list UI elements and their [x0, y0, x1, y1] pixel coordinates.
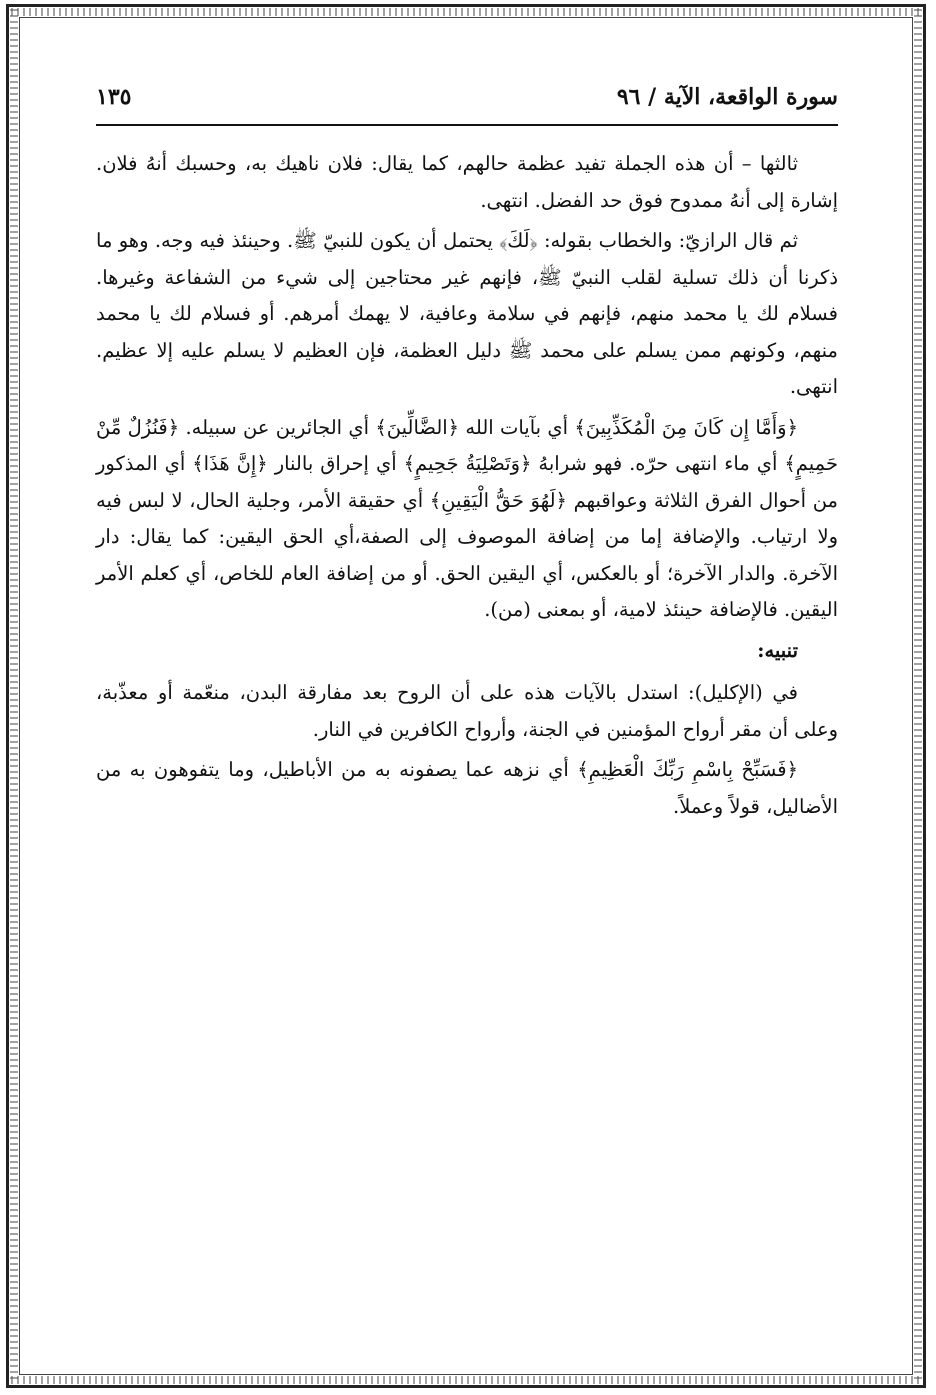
border-ornament-right — [914, 9, 922, 1383]
paragraph: في (الإكليل): استدل بالآيات هذه على أن الروح بعد مفارقة البدن، منعّمة أو معذّبة، وعلى أن مقر أرواح المؤمنين في الجنة، وأرواح الكافرين في النار. — [96, 681, 838, 741]
border-ornament-left — [10, 9, 18, 1383]
running-header — [96, 80, 838, 124]
paragraph: ثالثها – أن هذه الجملة تفيد عظمة حالهم، كما يقال: فلان ناهيك به، وحسبك أنهُ فلان. إشارة إلى أنهُ ممدوح فوق حد الفضل. انتهى. — [96, 152, 838, 212]
page-number: ١٣٥ — [96, 84, 132, 110]
border-ornament-top — [11, 8, 921, 16]
section-heading: تنبيه: — [757, 638, 798, 662]
paragraph: ﴿فَسَبِّحْ بِاسْمِ رَبِّكَ الْعَظِيمِ﴾ أي نزهه عما يصفونه به من الأباطيل، وما يتفوهون به من الأضاليل، قولاً وعملاً. — [96, 758, 838, 818]
border-ornament-bottom — [11, 1376, 921, 1384]
running-title: سورة الواقعة، الآية / ٩٦ — [616, 84, 838, 110]
header-rule — [96, 124, 838, 126]
page-body — [96, 146, 838, 829]
paragraph: ثم قال الرازيّ: والخطاب بقوله: ﴿لَكَ﴾ يحتمل أن يكون للنبيّ ﷺ. وحينئذ فيه وجه. وهو ما ذكرنا أن ذلك تسلية لقلب النبيّ ﷺ، فإنهم غير محتاجين إلى شيء من الشفاعة وغيرها. فسلام لك يا محمد منهم، فإنهم في سلامة وعافية، لا يهمك أمرهم. أو فسلام لك يا محمد منهم، وكونهم ممن يسلم على محمد ﷺ دليل العظمة، فإن العظيم لا يسلم عليه إلا عظيم. انتهى. — [96, 229, 838, 398]
paragraph: ﴿وَأَمَّا إِن كَانَ مِنَ الْمُكَذِّبِينَ﴾ أي بآيات الله ﴿الضَّالِّينَ﴾ أي الجائرين عن سبيله. ﴿فَنُزُلٌ مِّنْ حَمِيمٍ﴾ أي ماء انتهى حرّه. فهو شرابهُ ﴿وَتَصْلِيَةُ جَحِيمٍ﴾ أي إحراق بالنار ﴿إِنَّ هَذَا﴾ أي المذكور من أحوال الفرق الثلاثة وعواقبهم ﴿لَهُوَ حَقُّ الْيَقِينِ﴾ أي حقيقة الأمر، وجلية الحال، لا لبس فيه ولا ارتياب. والإضافة إما من إضافة الموصوف إلى الصفة،أي الحق اليقين: كما يقال: دار الآخرة. والدار الآخرة؛ أو بالعكس، أي اليقين الحق. أو من إضافة العام للخاص، أي كعلم الأمر اليقين. فالإضافة حينئذ لامية، أو بمعنى (من). — [96, 415, 838, 621]
